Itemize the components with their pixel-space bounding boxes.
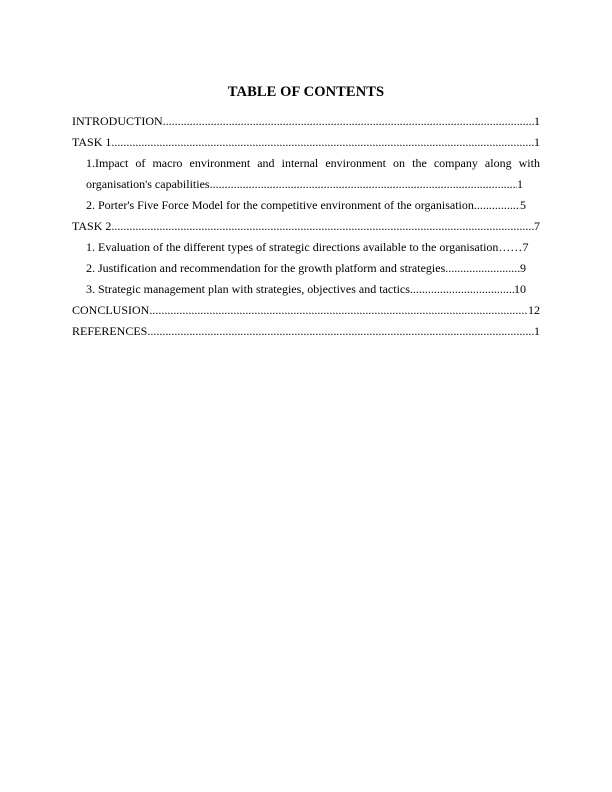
- toc-leader-dots: [410, 280, 514, 298]
- toc-entry-label: REFERENCES: [72, 324, 148, 338]
- toc-leader-dots: [445, 259, 520, 277]
- toc-entry-label: 2. Justification and recommendation for the growth platform and strategies: [86, 261, 446, 275]
- word: 1.Impact: [86, 156, 129, 170]
- toc-leader-dots: [111, 133, 534, 151]
- toc-page-number: 7: [534, 219, 540, 233]
- toc-entry-label: 2. Porter's Five Force Model for the competitive environment of the organisation: [86, 198, 474, 212]
- word: along: [484, 156, 512, 170]
- toc-entry-references[interactable]: [72, 322, 540, 343]
- word: macro: [152, 156, 183, 170]
- toc-entry-strategic-management-plan[interactable]: [72, 280, 526, 301]
- toc-page-number: 1: [534, 114, 540, 128]
- toc-page-number: 1: [534, 135, 540, 149]
- toc-entry-label: TASK 2: [72, 219, 112, 233]
- toc-entry-label: CONCLUSION: [72, 303, 150, 317]
- toc-leader-dots: [147, 322, 534, 340]
- toc-leader-dots: [149, 301, 528, 319]
- word: internal: [281, 156, 319, 170]
- toc-leader-dots: [163, 112, 534, 130]
- toc-page-number: 1: [534, 324, 540, 338]
- toc-page-number: 10: [514, 282, 526, 296]
- toc-entry-strategic-directions[interactable]: [72, 238, 540, 259]
- toc-page-number: 7: [522, 240, 529, 254]
- word: environment: [325, 156, 386, 170]
- toc-entry-label-line-2: [86, 175, 523, 196]
- toc-entry-growth-platform[interactable]: [72, 259, 526, 280]
- word: the: [412, 156, 427, 170]
- word: with: [518, 156, 540, 170]
- toc-entry-impact-macro-environment[interactable]: [72, 154, 540, 196]
- toc-entry-label-line-1: [86, 154, 540, 175]
- toc-leader-dots: [474, 196, 520, 214]
- word: environment: [189, 156, 251, 170]
- toc-entry-task-1[interactable]: [72, 133, 540, 154]
- toc-entry-task-2[interactable]: [72, 217, 540, 238]
- toc-entry-label: 1. Evaluation of the different types of strategic directions available to the organisation……: [86, 240, 523, 254]
- toc-entry-label: 3. Strategic management plan with strategies, objectives and tactics: [86, 282, 410, 296]
- table-of-contents: [72, 112, 540, 343]
- toc-entry-label: TASK 1: [72, 135, 112, 149]
- toc-entry-label: INTRODUCTION: [72, 114, 163, 128]
- toc-page-number: 5: [520, 198, 526, 212]
- word: of: [135, 156, 146, 170]
- toc-page-number: 1: [517, 177, 523, 191]
- toc-title: TABLE OF CONTENTS: [227, 84, 385, 100]
- toc-leader-dots: [210, 175, 517, 193]
- toc-leader-dots: [111, 217, 534, 235]
- word: company: [433, 156, 478, 170]
- toc-entry-conclusion[interactable]: [72, 301, 540, 322]
- toc-entry-porters-five-force[interactable]: [72, 196, 526, 217]
- toc-page-number: 12: [528, 303, 540, 317]
- toc-entry-introduction[interactable]: [72, 112, 540, 133]
- word: and: [257, 156, 275, 170]
- toc-entry-label: organisation's capabilities: [86, 177, 210, 191]
- word: on: [393, 156, 406, 170]
- toc-page-number: 9: [520, 261, 526, 275]
